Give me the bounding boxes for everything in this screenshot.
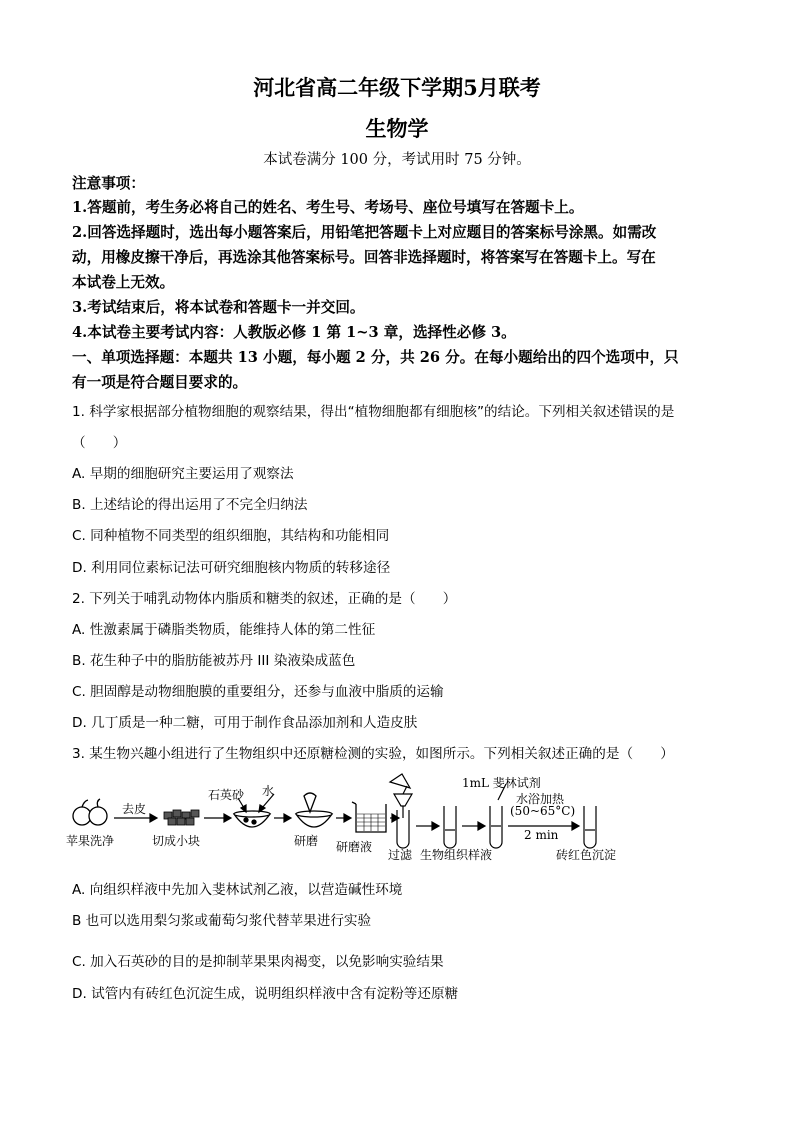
note-4: 4.本试卷主要考试内容：人教版必修 1 第 1~3 章，选择性必修 3。 bbox=[72, 324, 516, 341]
q3-option-c: C. 加入石英砂的目的是抑制苹果果肉褐变，以免影响实验结果 bbox=[72, 954, 444, 970]
exam-title: 河北省高二年级下学期5月联考 bbox=[253, 75, 541, 100]
q2-option-b: B. 花生种子中的脂肪能被苏丹 III 染液染成蓝色 bbox=[72, 653, 356, 669]
q3-stem: 3. 某生物兴趣小组进行了生物组织中还原糖检测的实验，如图所示。下列相关叙述正确的是（ ） bbox=[72, 746, 674, 762]
label-peel: 去皮 bbox=[122, 802, 147, 816]
label-sample: 生物组织样液 bbox=[420, 848, 493, 862]
funnel-icon bbox=[390, 774, 412, 806]
notes-heading: 注意事项： bbox=[72, 175, 145, 192]
q1-stem-line-2: （ ） bbox=[72, 435, 127, 451]
note-3: 3.考试结束后，将本试卷和答题卡一并交回。 bbox=[72, 299, 365, 316]
experiment-flow-diagram bbox=[60, 770, 660, 865]
arrow-to-sample bbox=[416, 822, 439, 830]
filter-tube-icon bbox=[397, 806, 409, 848]
apple-icon bbox=[73, 799, 107, 825]
note-1: 1.答题前，考生务必将自己的姓名、考生号、考场号、座位号填写在答题卡上。 bbox=[72, 199, 584, 216]
section-heading-line-1: 一、单项选择题：本题共 13 小题，每小题 2 分，共 26 分。在每小题给出的四个选项中，只 bbox=[72, 349, 679, 366]
subject-title: 生物学 bbox=[365, 116, 429, 141]
arrow-to-grind bbox=[274, 814, 291, 822]
q1-stem-line-1: 1. 科学家根据部分植物细胞的观察结果，得出“植物细胞都有细胞核”的结论。下列相关叙述错误的是 bbox=[72, 404, 675, 420]
label-cut: 切成小块 bbox=[152, 834, 201, 848]
label-filter: 过滤 bbox=[388, 848, 413, 862]
label-precipitate: 砖红色沉淀 bbox=[556, 848, 617, 862]
note-2-line-2: 动，用橡皮擦干净后，再选涂其他答案标号。回答非选择题时，将答案写在答题卡上。写在 bbox=[72, 249, 656, 266]
arrow-to-fehling bbox=[462, 822, 485, 830]
note-2-line-1: 2.回答选择题时，选出每小题答案后，用铅笔把答题卡上对应题目的答案标号涂黑。如需改 bbox=[72, 224, 657, 241]
label-grind: 研磨 bbox=[294, 834, 319, 848]
section-heading-line-2: 有一项是符合题目要求的。 bbox=[72, 374, 248, 391]
beaker-liquid bbox=[357, 814, 385, 831]
apple-pieces-icon bbox=[164, 810, 199, 825]
arrow-to-beaker bbox=[336, 814, 351, 822]
label-temp: (50~65°C) bbox=[510, 804, 576, 818]
sample-tube-icon bbox=[444, 806, 456, 848]
mortar-icon bbox=[234, 811, 270, 827]
arrow-to-filter bbox=[390, 814, 399, 822]
q3-option-b: B 也可以选用梨匀浆或葡萄匀浆代替苹果进行实验 bbox=[72, 913, 372, 929]
beaker-icon bbox=[352, 802, 386, 832]
q1-option-d: D. 利用同位素标记法可研究细胞核内物质的转移途径 bbox=[72, 560, 391, 576]
label-quartz: 石英砂 bbox=[208, 788, 245, 802]
note-2-line-3: 本试卷上无效。 bbox=[72, 274, 175, 291]
label-water: 水 bbox=[262, 784, 275, 798]
q3-option-a: A. 向组织样液中先加入斐林试剂乙液，以营造碱性环境 bbox=[72, 882, 403, 898]
pestle-icon bbox=[296, 793, 332, 827]
exam-info: 本试卷满分 100 分，考试用时 75 分钟。 bbox=[263, 152, 531, 168]
label-bath: 水浴加热 bbox=[516, 792, 565, 806]
fehling-tube-icon bbox=[490, 784, 506, 848]
q1-option-a: A. 早期的细胞研究主要运用了观察法 bbox=[72, 466, 294, 482]
label-time: 2 min bbox=[524, 828, 559, 842]
q2-option-a: A. 性激素属于磷脂类物质，能维持人体的第二性征 bbox=[72, 622, 376, 638]
arrow-to-mortar bbox=[204, 814, 231, 822]
q1-option-b: B. 上述结论的得出运用了不完全归纳法 bbox=[72, 497, 308, 513]
label-grind-liquid: 研磨液 bbox=[336, 840, 373, 854]
result-tube-icon bbox=[584, 806, 596, 848]
label-wash: 苹果洗净 bbox=[66, 834, 115, 848]
q1-option-c: C. 同种植物不同类型的组织细胞，其结构和功能相同 bbox=[72, 528, 390, 544]
label-fehling: 1mL 斐林试剂 bbox=[462, 776, 541, 790]
q3-option-d: D. 试管内有砖红色沉淀生成，说明组织样液中含有淀粉等还原糖 bbox=[72, 986, 459, 1002]
q2-option-d: D. 几丁质是一种二糖，可用于制作食品添加剂和人造皮肤 bbox=[72, 715, 418, 731]
q2-stem: 2. 下列关于哺乳动物体内脂质和糖类的叙述，正确的是（ ） bbox=[72, 591, 457, 607]
q2-option-c: C. 胆固醇是动物细胞膜的重要组分，还参与血液中脂质的运输 bbox=[72, 684, 444, 700]
